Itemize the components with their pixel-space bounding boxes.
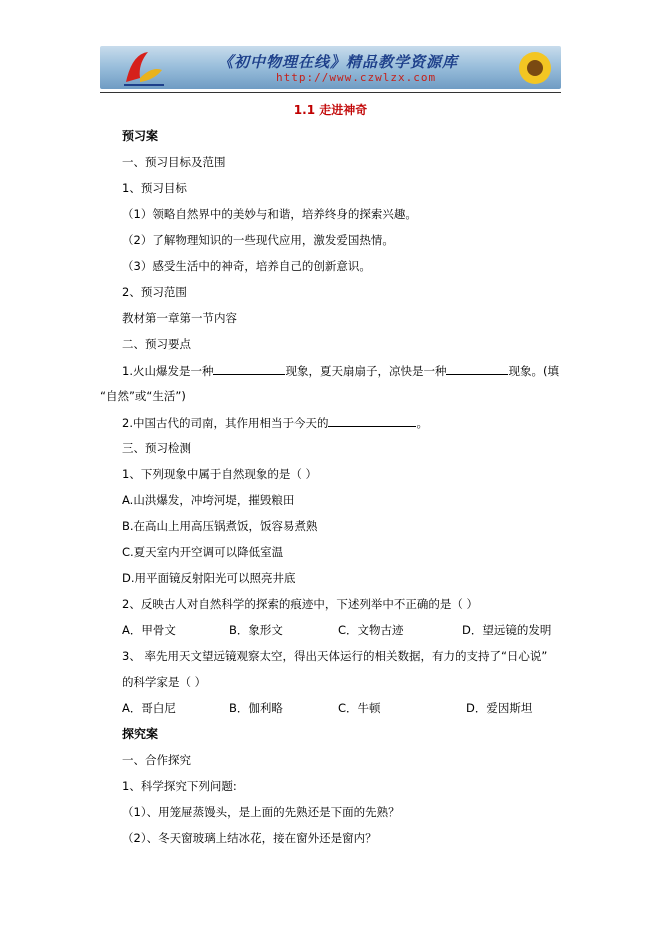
- mc-question-3-line-2: 的科学家是（ ）: [122, 675, 207, 689]
- question-2-text-b: 。: [416, 416, 428, 430]
- question-2-text-a: 2.中国古代的司南，其作用相当于今天的: [122, 416, 329, 430]
- mc-question-2: 2、反映古人对自然科学的探索的痕迹中，下述列举中不正确的是（ ）: [122, 597, 478, 611]
- answer-blank[interactable]: [213, 363, 285, 375]
- range-text: 教材第一章第一节内容: [122, 311, 237, 325]
- mc-3-option-c: C．牛顿: [338, 701, 381, 715]
- mc-2-option-c: C．文物古迹: [338, 623, 404, 637]
- page-title: 1.1 走进神奇: [293, 103, 368, 117]
- sunflower-icon: [515, 48, 555, 88]
- header-rule: [100, 92, 561, 93]
- mc-2-option-b: B．象形文: [229, 623, 283, 637]
- section-heading-explore: 探究案: [122, 727, 159, 741]
- explore-subheading: 1、科学探究下列问题:: [122, 779, 237, 793]
- answer-blank[interactable]: [328, 415, 416, 427]
- answer-blank[interactable]: [446, 363, 508, 375]
- goal-item-2: （2）了解物理知识的一些现代应用，激发爱国热情。: [122, 233, 394, 247]
- heading-cooperative: 一、合作探究: [122, 753, 191, 767]
- mc-3-option-b: B．伽利略: [229, 701, 283, 715]
- heading-preview-check: 三、预习检测: [122, 441, 191, 455]
- mc-2-option-a: A．甲骨文: [122, 623, 176, 637]
- goal-item-1: （1）领略自然界中的美妙与和谐，培养终身的探索兴趣。: [122, 207, 417, 221]
- banner-title: 《初中物理在线》精品教学资源库: [218, 53, 459, 71]
- question-2: [122, 415, 428, 430]
- heading-goals-range: 一、预习目标及范围: [122, 155, 226, 169]
- mc-3-option-a: A．哥白尼: [122, 701, 176, 715]
- mc-1-option-c: C.夏天室内开空调可以降低室温: [122, 545, 284, 559]
- site-logo-icon: [118, 48, 168, 88]
- question-1-text-d: “自然”或“生活”): [100, 389, 186, 403]
- subheading-range: 2、预习范围: [122, 285, 187, 299]
- question-1-text-b: 现象，夏天扇扇子，凉快是一种: [285, 364, 447, 378]
- header-banner: [100, 46, 561, 89]
- section-heading-preview: 预习案: [122, 129, 159, 143]
- question-1-text-c: 现象。(填: [508, 364, 559, 378]
- mc-question-1: 1、下列现象中属于自然现象的是（ ）: [122, 467, 317, 481]
- heading-key-points: 二、预习要点: [122, 337, 191, 351]
- goal-item-3: （3）感受生活中的神奇，培养自己的创新意识。: [122, 259, 371, 273]
- question-1-line-1: [122, 363, 559, 378]
- question-1-text-a: 1.火山爆发是一种: [122, 364, 214, 378]
- mc-1-option-b: B.在高山上用高压锅煮饭，饭容易煮熟: [122, 519, 318, 533]
- banner-url: http://www.czwlzx.com: [276, 71, 437, 84]
- mc-1-option-a: A.山洪爆发，冲垮河堤，摧毁粮田: [122, 493, 295, 507]
- mc-1-option-d: D.用平面镜反射阳光可以照亮井底: [122, 571, 296, 585]
- mc-2-option-d: D．望远镜的发明: [462, 623, 552, 637]
- subheading-goals: 1、预习目标: [122, 181, 187, 195]
- explore-question-2: （2）、冬天窗玻璃上结冰花，接在窗外还是窗内？: [122, 831, 377, 845]
- mc-3-option-d: D．爱因斯坦: [466, 701, 533, 715]
- mc-question-3-line-1: 3、 率先用天文望远镜观察太空，得出天体运行的相关数据，有力的支持了“日心说”: [122, 649, 548, 663]
- explore-question-1: （1）、用笼屉蒸馒头，是上面的先熟还是下面的先熟？: [122, 805, 400, 819]
